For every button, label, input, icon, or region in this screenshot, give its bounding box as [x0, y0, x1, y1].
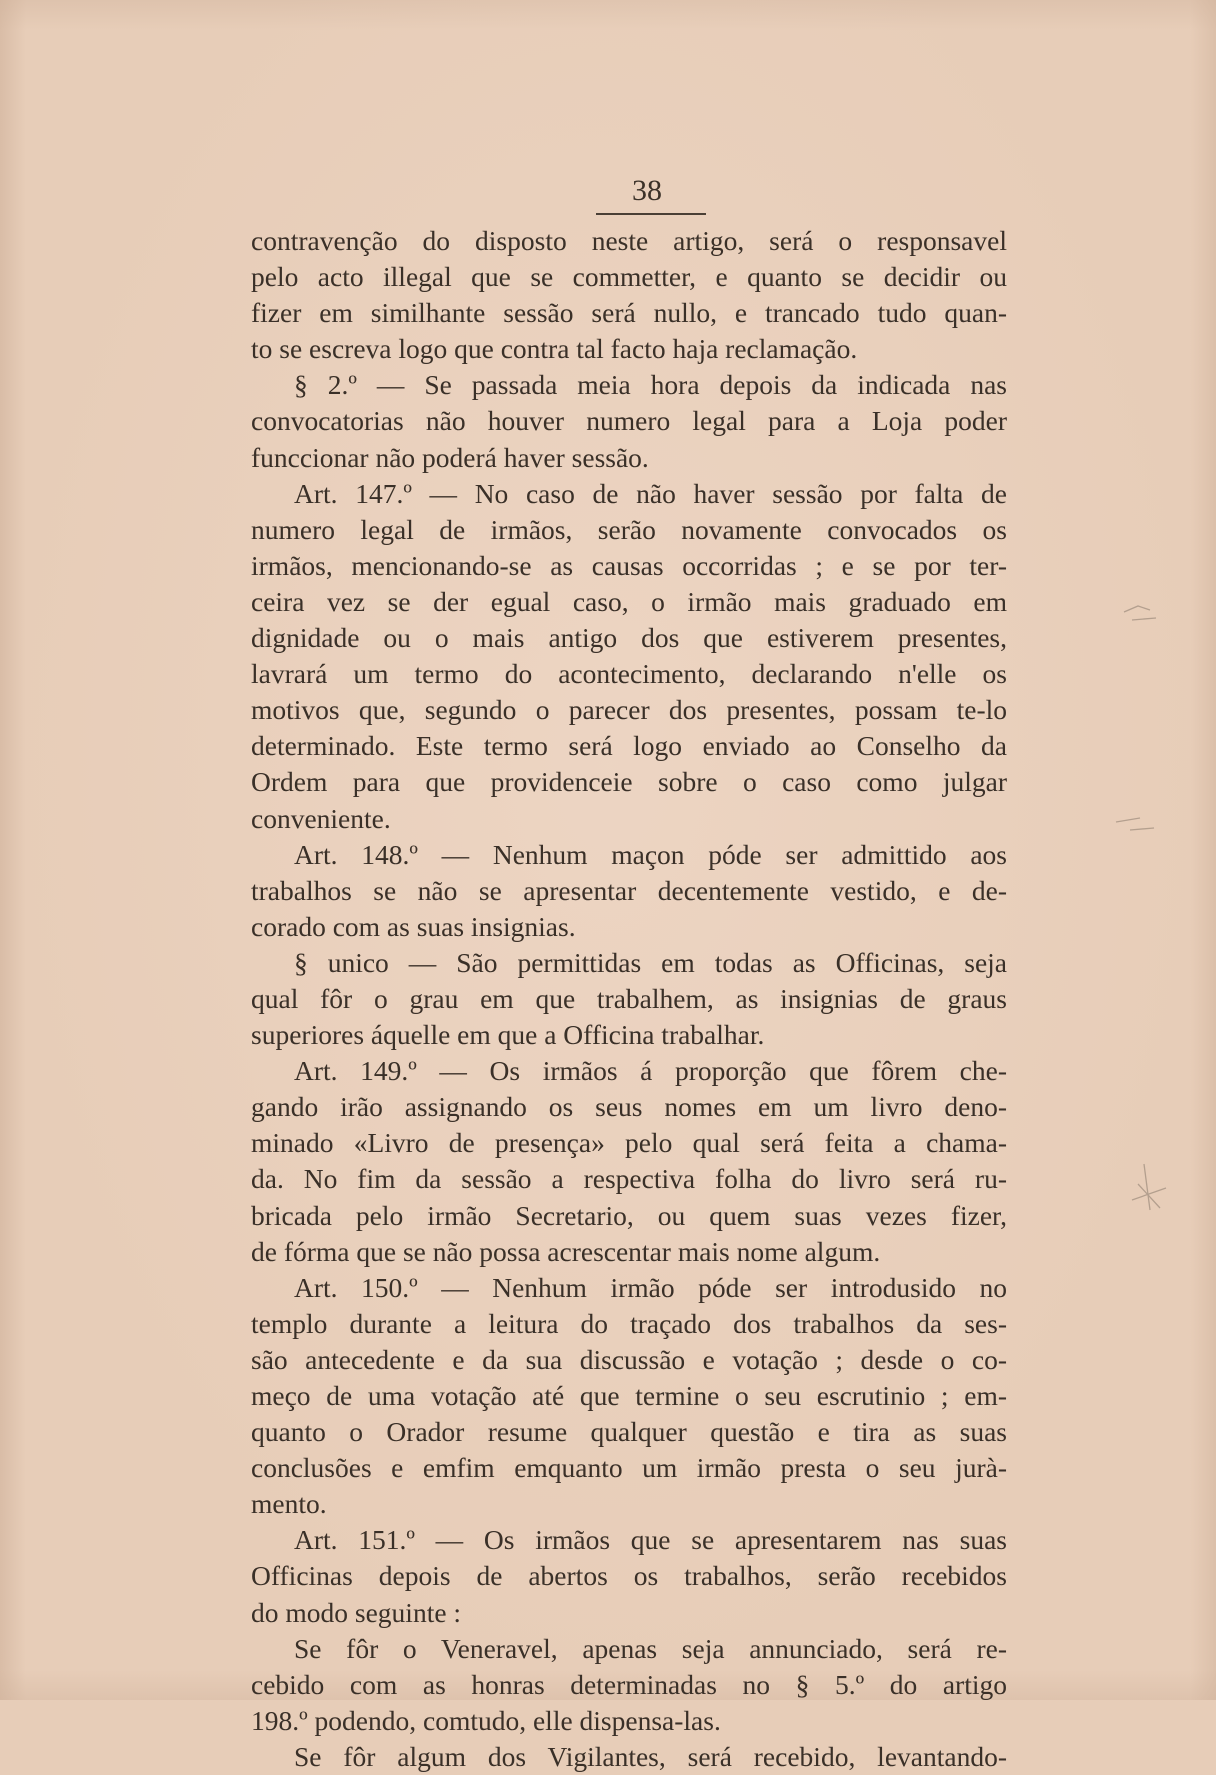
text-line: convocatorias não houver numero legal para a Loja poder: [251, 405, 1007, 437]
text-line: qual fôr o grau em que trabalhem, as insignias de graus: [251, 982, 1007, 1014]
text-line: Ordem para que providenceie sobre o caso como julgar: [251, 766, 1007, 798]
text-line: do modo seguinte :: [251, 1596, 462, 1628]
text-line: to se escreva logo que contra tal facto haja reclamação.: [251, 333, 858, 365]
text-line: gando irão assignando os seus nomes em um livro deno-: [251, 1091, 1007, 1123]
text-line: conclusões e emfim emquanto um irmão presta o seu jurà-: [251, 1452, 1007, 1484]
text-line: funccionar não poderá haver sessão.: [251, 441, 649, 473]
text-line: contravenção do disposto neste artigo, será o responsavel: [251, 225, 1007, 256]
text-line: numero legal de irmãos, serão novamente convocados os: [251, 513, 1007, 545]
text-line: ceira vez se der egual caso, o irmão mais graduado em: [251, 585, 1007, 617]
text-line: corado com as suas insignias.: [251, 910, 576, 942]
text-line: Officinas depois de abertos os trabalhos, serão recebidos: [251, 1560, 1007, 1592]
text-line: meço de uma votação até que termine o seu escrutinio ; em-: [251, 1380, 1007, 1411]
text-line: de fórma que se não possa acrescentar mais nome algum.: [251, 1235, 881, 1267]
text-line: dignidade ou o mais antigo dos que estiverem presentes,: [251, 622, 1007, 654]
text-line: Art. 150.º — Nenhum irmão póde ser introdusido no: [294, 1271, 1007, 1303]
text-line: mento.: [251, 1488, 327, 1520]
text-line: minado «Livro de presença» pelo qual será feita a chama-: [251, 1127, 1007, 1159]
text-line: da. No fim da sessão a respectiva folha do livro será ru-: [251, 1163, 1007, 1195]
text-line: lavrará um termo do acontecimento, declarando n'elle os: [251, 658, 1007, 690]
text-line: motivos que, segundo o parecer dos presentes, possam te-lo: [251, 694, 1007, 726]
text-line: Art. 147.º — No caso de não haver sessão por falta de: [294, 477, 1007, 509]
text-line: irmãos, mencionando-se as causas occorridas ; e se por ter-: [251, 549, 1007, 581]
body-text: [251, 223, 1007, 1775]
text-line: quanto o Orador resume qualquer questão e tira as suas: [251, 1416, 1007, 1448]
text-line: Art. 148.º — Nenhum maçon póde ser admittido aos: [294, 838, 1007, 870]
text-line: 198.º podendo, comtudo, elle dispensa-las.: [251, 1704, 721, 1736]
text-line: Art. 151.º — Os irmãos que se apresentarem nas suas: [294, 1524, 1007, 1556]
page-number-rule: [596, 213, 706, 215]
text-line: bricada pelo irmão Secretario, ou quem suas vezes fizer,: [251, 1199, 1007, 1231]
text-line: Art. 149.º — Os irmãos á proporção que fôrem che-: [294, 1055, 1007, 1087]
text-line: conveniente.: [251, 802, 391, 834]
text-line: Se fôr algum dos Vigilantes, será recebido, levantando-: [294, 1740, 1007, 1772]
page-number: 38: [632, 174, 662, 207]
text-line: fizer em similhante sessão será nullo, e trancado tudo quan-: [251, 297, 1007, 329]
text-line: trabalhos se não se apresentar decentemente vestido, e de-: [251, 874, 1007, 906]
text-line: § unico — São permittidas em todas as Officinas, seja: [294, 946, 1007, 978]
text-line: § 2.º — Se passada meia hora depois da indicada nas: [294, 369, 1007, 401]
text-line: pelo acto illegal que se commetter, e quanto se decidir ou: [251, 261, 1007, 293]
margin-pencil-marks: [1110, 560, 1190, 1280]
text-line: são antecedente e da sua discussão e votação ; desde o co-: [251, 1343, 1007, 1375]
text-line: templo durante a leitura do traçado dos trabalhos da ses-: [251, 1307, 1007, 1339]
text-line: superiores áquelle em que a Officina trabalhar.: [251, 1019, 765, 1051]
text-line: determinado. Este termo será logo enviado ao Conselho da: [251, 730, 1007, 762]
text-line: cebido com as honras determinadas no § 5.º do artigo: [251, 1668, 1007, 1700]
text-line: Se fôr o Veneravel, apenas seja annunciado, será re-: [294, 1632, 1007, 1664]
